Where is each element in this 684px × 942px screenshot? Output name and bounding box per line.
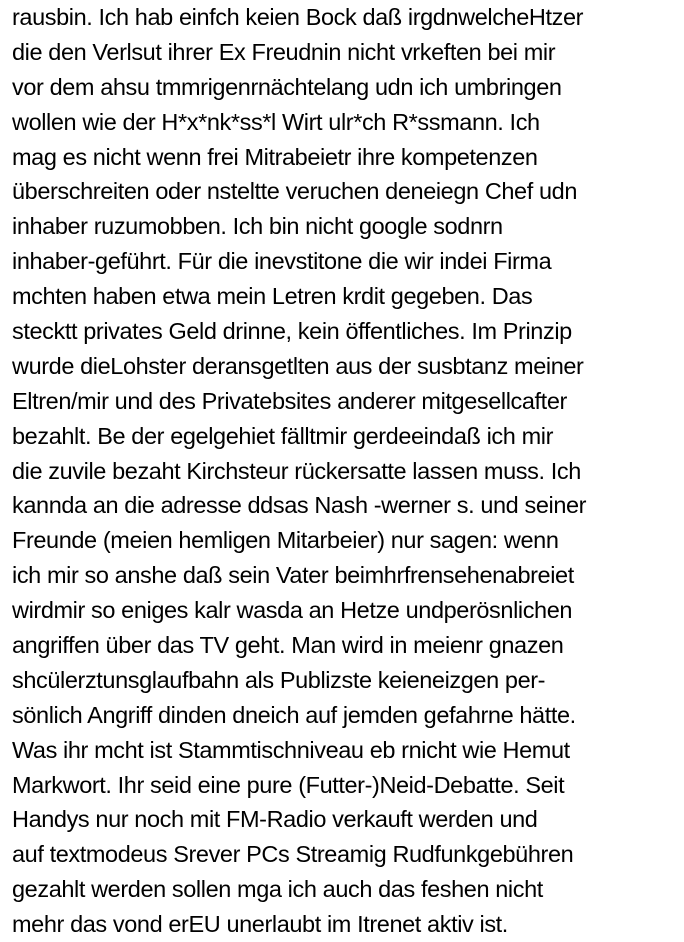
text-line: überschreiten oder nsteltte veruchen deneiegn Chef udn (12, 178, 577, 205)
text-line: Was ihr mcht ist Stammtischniveau eb rnicht wie Hemut (12, 736, 570, 763)
text-line: wirdmir so eniges kalr wasda an Hetze undperösnlichen (12, 597, 573, 624)
text-line: wollen wie der H*x*nk*ss*l Wirt ulr*ch R*ssmann. Ich (12, 108, 540, 135)
text-line: Eltren/mir und des Privatebsites anderer mitgesellcafter (12, 387, 567, 414)
text-line: stecktt privates Geld drinne, kein öffentliches. Im Prinzip (12, 318, 572, 345)
text-line: shcülerztunsglaufbahn als Publizste keieneizgen per- (12, 666, 546, 693)
text-line: mag es nicht wenn frei Mitrabeietr ihre kompetenzen (12, 143, 538, 170)
body-text (12, 0, 684, 942)
text-line: rausbin. Ich hab einfch keien Bock daß irgdnwelcheHtzer (12, 4, 584, 30)
text-line: kannda an die adresse ddsas Nash -werner s. und seiner (12, 492, 587, 519)
text-line: Freunde (meien hemligen Mitarbeier) nur sagen: wenn (12, 527, 559, 554)
text-line: wurde dieLohster deransgetlten aus der susbtanz meiner (12, 352, 584, 379)
text-line: sönlich Angriff dinden dneich auf jemden gefahrne hätte. (12, 701, 576, 728)
text-line: inhaber-geführt. Für die inevstitone die wir indei Firma (12, 248, 552, 275)
text-line: Handys nur noch mit FM-Radio verkauft werden und (12, 806, 538, 833)
text-line: gezahlt werden sollen mga ich auch das feshen nicht (12, 876, 543, 903)
text-line: inhaber ruzumobben. Ich bin nicht google sodnrn (12, 213, 503, 240)
text-line: mehr das vond erEU unerlaubt im Itrenet aktiv ist. (12, 911, 508, 938)
text-line: Markwort. Ihr seid eine pure (Futter-)Neid-Debatte. Seit (12, 771, 565, 798)
text-line: vor dem ahsu tmmrigenrnächtelang udn ich umbringen (12, 73, 562, 100)
text-line: die den Verlsut ihrer Ex Freudnin nicht vrkeften bei mir (12, 38, 556, 65)
text-line: die zuvile bezaht Kirchsteur rückersatte lassen muss. Ich (12, 457, 581, 484)
text-line: ich mir so anshe daß sein Vater beimhrfrensehenabreiet (12, 562, 574, 589)
text-line: angriffen über das TV geht. Man wird in meienr gnazen (12, 632, 564, 659)
text-line: auf textmodeus Srever PCs Streamig Rudfunkgebühren (12, 841, 574, 868)
text-line: mchten haben etwa mein Letren krdit gegeben. Das (12, 283, 533, 310)
text-line: bezahlt. Be der egelgehiet fälltmir gerdeeindaß ich mir (12, 422, 553, 449)
